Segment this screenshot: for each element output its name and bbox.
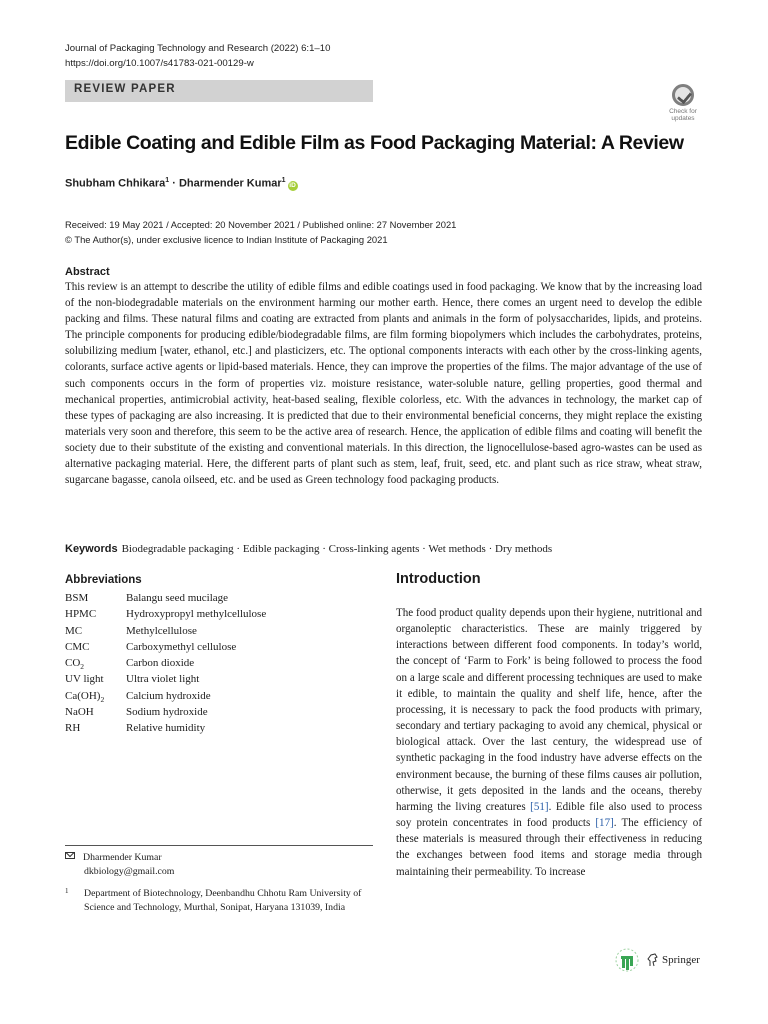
reference-link[interactable]: [17]: [595, 817, 614, 830]
keywords-heading: Keywords: [65, 543, 118, 555]
check-updates-line1: Check for: [669, 108, 697, 115]
intro-text-part: . The efficiency of these materials is measured through their effectiveness in reducing the exchanges between food items and storage media through maintaining their permeability. To increase: [396, 817, 702, 878]
publisher-name: Springer: [662, 954, 700, 966]
article-type-label: REVIEW PAPER: [74, 83, 176, 95]
introduction-heading: Introduction: [396, 571, 481, 587]
orcid-icon[interactable]: iD: [289, 181, 296, 189]
affiliation: [65, 887, 375, 916]
keywords: [65, 541, 705, 557]
abbreviation-base: Ca(OH): [65, 689, 101, 702]
keywords-text: Biodegradable packaging · Edible packaging · Cross-linking agents · Wet methods · Dry methods: [121, 543, 553, 555]
abbreviation-row: [65, 655, 365, 671]
correspondence: [65, 851, 174, 879]
footnote-divider: [65, 845, 373, 846]
dates-line: Received: 19 May 2021 / Accepted: 20 November 2021 / Published online: 27 November 2021: [65, 219, 457, 230]
springer-sustainability-icon: [614, 947, 640, 973]
abstract-text: This review is an attempt to describe the utility of edible films and edible coatings used in food packaging. We know that by the increasing load of the non-biodegradable materials on the environment harming our mother earth. Hence, there comes an urgent need to develop the edible packing and films. These natural films and coating are extracted from plants and animals in the form of polysaccharides, lipids, and proteins. The principle components for producing edible/biodegradable films, are film forming biopolymers which includes the carbohydrates, proteins, solubilizing medium [water, ethanol, etc.] and plasticizers, etc. The optional components interacts with each other by the cross-linking agents, colorants, surface active agents or lipid-based materials. Hence, they can improve the properties of the films. The major advantage of the use of such components occurs in the form of properties viz. moisture resistance, water-soluble nature, gelling properties, good thermal and mechanical properties, antimicrobial activity, heat-based sealing, flexible colorless, etc. With the advances in technology, the market cap of these types of packaging are also increasing. It is predicted that due to their environmental beneficial concerns, they might replace the existing materials very soon and therefore, this seem to be the active area of research. Hence, the application of edible films and coating will benefit the society due to their substitute of the existing and conventional materials. In this direction, the lignocellulose-based agro-wastes can be used as alternative packaging material. Here, the different parts of plant such as stem, leaf, fruit, seed, etc. and plant such as rice straw, wheat straw, sugarcane bagasse, canola oilseed, etc. and be used as Green technology food packaging products.: [65, 281, 702, 487]
author-affil-ref: 1: [281, 177, 286, 184]
check-for-updates-icon: [672, 84, 694, 106]
abbreviation-row: [65, 704, 365, 720]
abbreviation: CMC: [65, 640, 90, 653]
publisher-logo: [614, 947, 706, 973]
doi-link[interactable]: https://doi.org/10.1007/s41783-021-00129-w: [65, 58, 254, 69]
definition: Methylcellulose: [126, 624, 197, 637]
springer-horse-icon: [647, 953, 659, 967]
abbreviation: HPMC: [65, 608, 97, 621]
author-list: [65, 177, 298, 191]
abbreviation: RH: [65, 722, 81, 735]
definition: Carbon dioxide: [126, 657, 195, 670]
abbreviation-row: [65, 671, 365, 687]
abbreviations-heading: Abbreviations: [65, 574, 142, 586]
definition: Calcium hydroxide: [126, 689, 211, 702]
definition: Hydroxypropyl methylcellulose: [126, 608, 267, 621]
publication-dates: [65, 217, 456, 247]
affiliation-number: 1: [65, 887, 69, 895]
intro-text-part: The food product quality depends upon their hygiene, nutritional and organoleptic characteristics. These are mainly triggered by interactions between different food components. In today’s world, the concept of ‘Farm to Fork’ is being followed to process the food on a large scale and different processing techniques are used to make it edible, to maintain the quality and shelf life, hence, after the processing, it is necessary to pack the food products with primary, secondary and tertiary packaging to avoid any chemical, physical or biological attack. Over the last century, the widespread use of synthetic packaging in the food industry have adverse effects on the environment because, the burning of these films causes air pollution, otherwise, it gets deposited in the lands and the oceans, thereby harming the living creatures: [396, 607, 702, 813]
abbreviation: NaOH: [65, 706, 94, 719]
definition: Carboxymethyl cellulose: [126, 640, 237, 653]
abbreviation: [65, 688, 126, 704]
journal-header: [65, 41, 330, 71]
introduction-text: [396, 605, 702, 880]
abbreviation: UV light: [65, 673, 104, 686]
corresponding-email[interactable]: dkbiology@gmail.com: [84, 866, 175, 877]
abbreviation-subscript: 2: [80, 662, 85, 672]
article-type-banner: [65, 80, 373, 102]
abbreviation-subscript: 2: [100, 694, 105, 704]
definition: Sodium hydroxide: [126, 706, 208, 719]
check-for-updates-button[interactable]: [664, 84, 702, 124]
abbreviation-row: [65, 639, 365, 655]
author-name[interactable]: Dharmender Kumar: [178, 177, 282, 190]
abstract-heading: Abstract: [65, 266, 110, 278]
copyright-line: © The Author(s), under exclusive licence to Indian Institute of Packaging 2021: [65, 234, 388, 245]
abbreviations-table: [65, 590, 365, 737]
abbreviation-row: [65, 688, 365, 704]
journal-citation: Journal of Packaging Technology and Research (2022) 6:1–10: [65, 43, 331, 54]
abbreviation-row: [65, 606, 365, 622]
author-separator: ·: [169, 177, 179, 190]
abbreviation-row: [65, 720, 365, 736]
corresponding-author: Dharmender Kumar: [83, 852, 162, 863]
check-updates-line2: updates: [671, 115, 695, 122]
article-title: Edible Coating and Edible Film as Food Packaging Material: A Review: [65, 132, 684, 154]
definition: Balangu seed mucilage: [126, 592, 229, 604]
abbreviation: BSM: [65, 592, 89, 604]
abbreviation-row: [65, 623, 365, 639]
abbreviation-base: CO: [65, 657, 81, 670]
intro-text-part: . Edible file also used to process soy protein concentrates in food products: [396, 800, 702, 830]
affiliation-text: Department of Biotechnology, Deenbandhu Chhotu Ram University of Science and Technology, Murthal, Sonipat, Haryana 131039, India: [84, 888, 362, 914]
definition: Ultra violet light: [126, 673, 200, 686]
author-affil-ref: 1: [165, 177, 170, 184]
abbreviation-row: [65, 590, 365, 606]
abbreviation: MC: [65, 624, 83, 637]
reference-link[interactable]: [51]: [530, 800, 549, 813]
envelope-icon: [65, 852, 75, 859]
abbreviation: [65, 655, 126, 671]
definition: Relative humidity: [126, 722, 206, 735]
author-name[interactable]: Shubham Chhikara: [65, 177, 166, 190]
